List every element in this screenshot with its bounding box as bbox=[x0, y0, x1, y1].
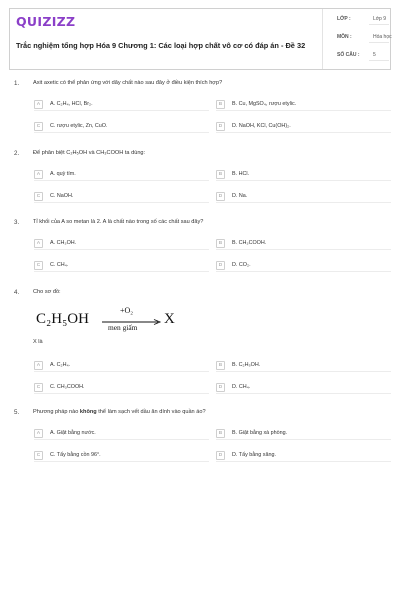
option-b[interactable] bbox=[216, 359, 391, 372]
option-c[interactable] bbox=[34, 190, 209, 203]
option-text: B. C₂H₅OH. bbox=[232, 362, 261, 368]
question-text: Axit axetic có thể phản ứng với dãy chất nào sau đây ở điều kiện thích hợp? bbox=[33, 80, 223, 86]
option-a[interactable] bbox=[34, 168, 209, 181]
worksheet-title: Trắc nghiệm tổng hợp Hóa 9 Chương 1: Các loại hợp chất vô cơ có đáp án - Đề 32 bbox=[16, 41, 306, 50]
worksheet-meta bbox=[322, 9, 392, 69]
option-text: B. Cu, MgSO₄, rượu etylic. bbox=[232, 101, 297, 107]
option-d[interactable] bbox=[216, 259, 391, 272]
question-number: 2. bbox=[14, 150, 20, 157]
option-letter-badge: A bbox=[34, 239, 43, 248]
option-a[interactable] bbox=[34, 359, 209, 372]
meta-grade: LỚP : Lớp 9 bbox=[323, 13, 393, 25]
question-text: Cho sơ đồ: bbox=[33, 289, 61, 295]
meta-subject: MÔN : Hóa học bbox=[323, 31, 393, 43]
option-text: A. C₂H₄. bbox=[50, 362, 71, 368]
option-b[interactable] bbox=[216, 237, 391, 250]
question-number: 4. bbox=[14, 289, 20, 296]
option-letter-badge: B bbox=[216, 429, 225, 438]
option-text: B. HCl. bbox=[232, 171, 250, 177]
question-text: Phương pháp nào không thể làm sạch vết dầu ăn dính vào quần áo? bbox=[33, 409, 206, 415]
option-d[interactable] bbox=[216, 381, 391, 394]
option-c[interactable] bbox=[34, 449, 209, 462]
option-c[interactable] bbox=[34, 120, 209, 133]
option-text: A. quỳ tím. bbox=[50, 171, 76, 177]
quizizz-logo: QUIZIZZ bbox=[16, 14, 76, 29]
option-letter-badge: B bbox=[216, 361, 225, 370]
option-letter-badge: D bbox=[216, 451, 225, 460]
option-b[interactable] bbox=[216, 98, 391, 111]
option-c[interactable] bbox=[34, 259, 209, 272]
option-text: D. Na. bbox=[232, 193, 248, 199]
scheme-condition: men giấm bbox=[108, 323, 138, 332]
option-text: C. rượu etylic, Zn, CuO. bbox=[50, 123, 108, 129]
option-d[interactable] bbox=[216, 120, 391, 133]
question-text: Để phân biệt C₂H₅OH và CH₃COOH ta dùng: bbox=[33, 150, 146, 156]
option-letter-badge: B bbox=[216, 170, 225, 179]
option-letter-badge: C bbox=[34, 383, 43, 392]
question-number: 3. bbox=[14, 219, 20, 226]
question-subtext: X là bbox=[33, 339, 43, 345]
question-number: 1. bbox=[14, 80, 20, 87]
option-text: D. CH₄. bbox=[232, 384, 251, 390]
meta-question-count: SỐ CÂU : 5 bbox=[323, 49, 393, 61]
option-letter-badge: C bbox=[34, 192, 43, 201]
option-text: B. Giặt bằng xà phòng. bbox=[232, 430, 288, 436]
option-letter-badge: B bbox=[216, 100, 225, 109]
option-text: C. CH₃COOH. bbox=[50, 384, 85, 390]
option-letter-badge: D bbox=[216, 192, 225, 201]
option-letter-badge: B bbox=[216, 239, 225, 248]
option-text: C. Tẩy bằng cồn 96°. bbox=[50, 452, 101, 458]
option-text: C. CH₄. bbox=[50, 262, 69, 268]
option-letter-badge: D bbox=[216, 261, 225, 270]
scheme-reactant: C₂H₅OH bbox=[36, 311, 89, 327]
option-text: A. CH₃OH. bbox=[50, 240, 77, 246]
option-letter-badge: A bbox=[34, 100, 43, 109]
option-d[interactable] bbox=[216, 190, 391, 203]
option-c[interactable] bbox=[34, 381, 209, 394]
option-d[interactable] bbox=[216, 449, 391, 462]
option-text: A. C₂H₄, HCl, Br₂. bbox=[50, 101, 93, 107]
option-letter-badge: A bbox=[34, 429, 43, 438]
option-letter-badge: C bbox=[34, 451, 43, 460]
scheme-reagent: +O₂ bbox=[120, 306, 134, 315]
reaction-scheme bbox=[36, 308, 196, 332]
option-b[interactable] bbox=[216, 168, 391, 181]
option-letter-badge: D bbox=[216, 383, 225, 392]
option-text: D. CO₂. bbox=[232, 262, 251, 268]
option-letter-badge: A bbox=[34, 170, 43, 179]
option-a[interactable] bbox=[34, 427, 209, 440]
option-text: D. NaOH, KCl, Cu(OH)₂. bbox=[232, 123, 291, 129]
question-number: 5. bbox=[14, 409, 20, 416]
option-text: A. Giặt bằng nước. bbox=[50, 430, 96, 436]
option-letter-badge: C bbox=[34, 122, 43, 131]
option-letter-badge: D bbox=[216, 122, 225, 131]
emphasis-not: không bbox=[79, 409, 97, 415]
option-a[interactable] bbox=[34, 237, 209, 250]
worksheet-header bbox=[9, 8, 391, 70]
option-a[interactable] bbox=[34, 98, 209, 111]
option-text: D. Tẩy bằng xăng. bbox=[232, 452, 276, 458]
option-text: C. NaOH. bbox=[50, 193, 74, 199]
scheme-product: X bbox=[164, 311, 175, 327]
question-text: Tỉ khối của A so metan là 2. A là chất nào trong số các chất sau đây? bbox=[33, 219, 204, 225]
option-letter-badge: A bbox=[34, 361, 43, 370]
option-b[interactable] bbox=[216, 427, 391, 440]
option-letter-badge: C bbox=[34, 261, 43, 270]
option-text: B. CH₃COOH. bbox=[232, 240, 267, 246]
